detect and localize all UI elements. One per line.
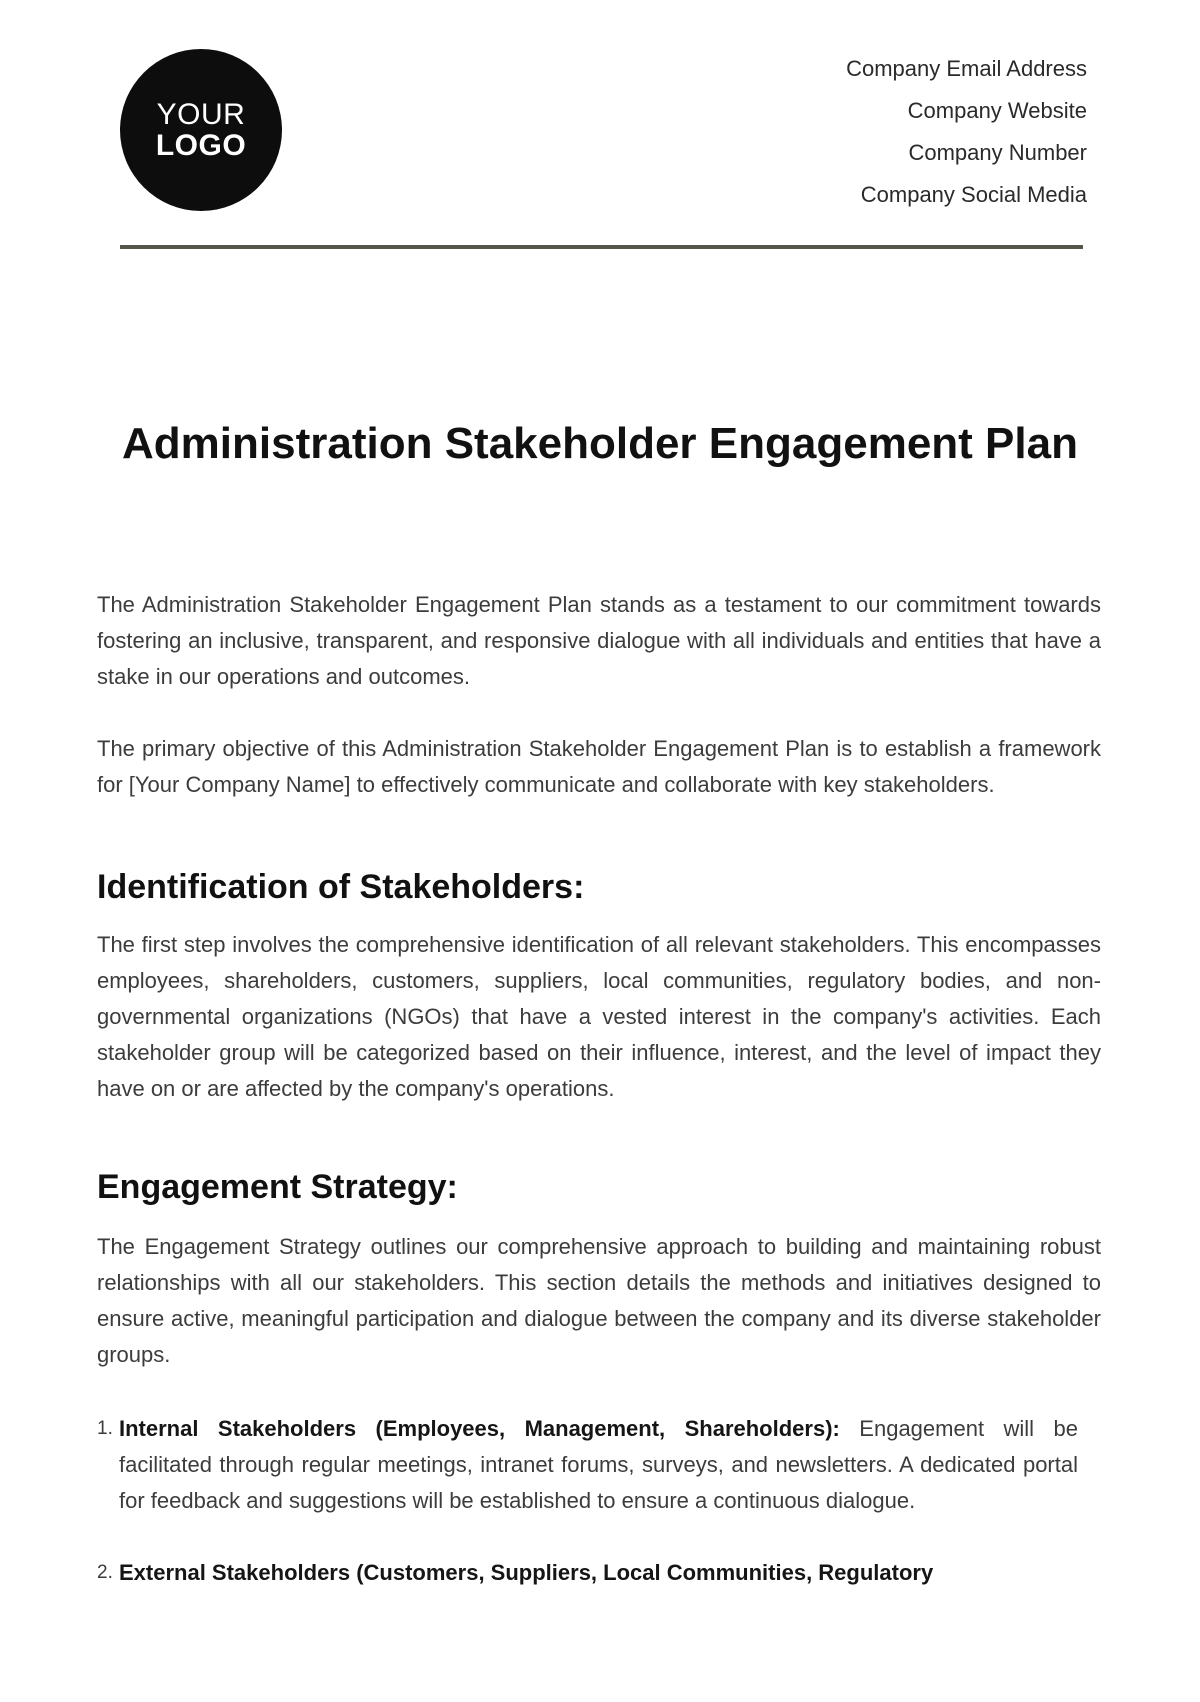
list-item-text: Engagement will be facilitated through regular meetings, intranet forums, surveys, and newsletters. A dedicated portal for feedback and suggestions will be established to ensure a continuous dialogue. [119,1416,1078,1513]
intro-paragraph: The Administration Stakeholder Engagement Plan stands as a testament to our commitment towards fostering an inclusive, transparent, and responsive dialogue with all individuals and entities that have a stake in our operations and outcomes. [97,592,1101,689]
company-website: Company Website [907,98,1087,123]
section-heading-identification: Identification of Stakeholders: [97,868,585,906]
section-body-engagement: The Engagement Strategy outlines our comprehensive approach to building and maintaining robust relationships with all our stakeholders. This section details the methods and initiatives designed to ensure active, meaningful participation and dialogue between the company and its diverse stakeholder groups. [97,1234,1101,1367]
section-body-identification: The first step involves the comprehensive identification of all relevant stakeholders. This encompasses employees, shareholders, customers, suppliers, local communities, regulatory bodies, and non-governmental organizations (NGOs) that have a vested interest in the company's activities. Each stakeholder group will be categorized based on their influence, interest, and the level of impact they have on or are affected by the company's operations. [97,932,1101,1101]
engagement-list [97,1411,1101,1591]
list-item [97,1555,1078,1591]
list-item-number: 1. [97,1418,113,1439]
company-contact-block [846,52,1087,220]
logo-text-line1: YOUR [156,97,246,131]
company-social-media: Company Social Media [860,182,1087,207]
logo-text-line2: LOGO [155,129,247,162]
section-heading-engagement: Engagement Strategy: [97,1168,458,1206]
company-number: Company Number [908,140,1087,165]
list-item [97,1411,1078,1519]
list-item-lead: Internal Stakeholders (Employees, Management, Shareholders): [119,1416,840,1441]
document-title: Administration Stakeholder Engagement Plan [122,419,1078,468]
document-body [97,587,1101,1627]
list-item-number: 2. [97,1562,113,1583]
objective-paragraph: The primary objective of this Administration Stakeholder Engagement Plan is to establish a framework for [Your Company Name] to effectively communicate and collaborate with key stakeholders. [97,736,1101,797]
company-logo [120,49,282,211]
company-email: Company Email Address [846,56,1087,81]
list-item-lead: External Stakeholders (Customers, Suppliers, Local Communities, Regulatory [119,1560,934,1585]
header-divider [120,245,1083,249]
